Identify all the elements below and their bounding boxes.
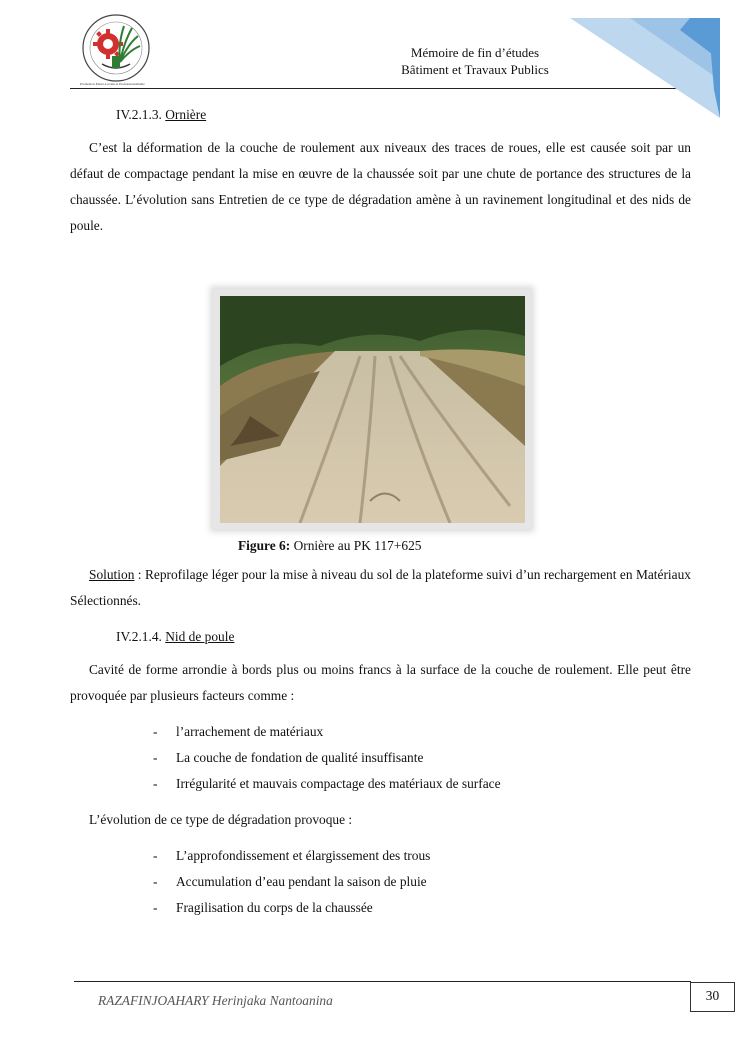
causes-list xyxy=(153,719,501,797)
solution-label: Solution xyxy=(89,567,135,582)
list-item: - Irrégularité et mauvais compactage des matériaux de surface xyxy=(153,776,501,791)
orniere-paragraph: C’est la déformation de la couche de roulement aux niveaux des traces de roues, elle est causée soit par un défaut de compactage pendant la mise en œuvre de la chaussée soit par une chute de portance des structures de la chaussée. L’évolution sans Entretien de ce type de dégradation amène à un ravinement longitudinal et des nids de poule. xyxy=(70,140,691,233)
footer-author: RAZAFINJOAHARY Herinjaka Nantoanina xyxy=(98,993,333,1008)
list-item: - La couche de fondation de qualité insuffisante xyxy=(153,750,424,765)
list-item: - L’approfondissement et élargissement des trous xyxy=(153,848,431,863)
figure-label: Figure 6: xyxy=(238,538,291,553)
logo-caption: Promotion Pierre-Lucien et Professionnalisme xyxy=(80,82,145,86)
section-number: IV.2.1.4. xyxy=(116,629,162,644)
footer-rule xyxy=(74,981,691,982)
header-subtitle: Bâtiment et Travaux Publics xyxy=(401,62,549,77)
road-rut-photo xyxy=(220,296,525,523)
solution-text: : Reprofilage léger pour la mise à niveau du sol de la plateforme suivi d’un rechargement en Matériaux Sélectionnés. xyxy=(70,567,691,608)
page-number: 30 xyxy=(690,982,735,1012)
figure-caption-text: Ornière au PK 117+625 xyxy=(293,538,422,553)
section-number: IV.2.1.3. xyxy=(116,107,162,122)
school-logo xyxy=(80,12,152,84)
section-title: Nid de poule xyxy=(165,629,235,644)
section-heading-orniere xyxy=(116,107,206,123)
figure-caption xyxy=(238,538,421,554)
section-title: Ornière xyxy=(165,107,207,122)
header-title: Mémoire de fin d’études xyxy=(410,45,540,60)
nid-paragraph: Cavité de forme arrondie à bords plus ou moins francs à la surface de la couche de roulement. Elle peut être provoquée par plusieurs facteurs comme : xyxy=(70,662,691,703)
list-item: - Fragilisation du corps de la chaussée xyxy=(153,900,373,915)
effects-list xyxy=(153,843,430,921)
solution-paragraph xyxy=(70,562,691,614)
corner-decoration xyxy=(570,0,745,130)
evolution-intro: L’évolution de ce type de dégradation provoque : xyxy=(89,812,353,827)
section-heading-nid-de-poule xyxy=(116,629,234,645)
list-item: - Accumulation d’eau pendant la saison de pluie xyxy=(153,874,427,889)
list-item: - l’arrachement de matériaux xyxy=(153,724,324,739)
